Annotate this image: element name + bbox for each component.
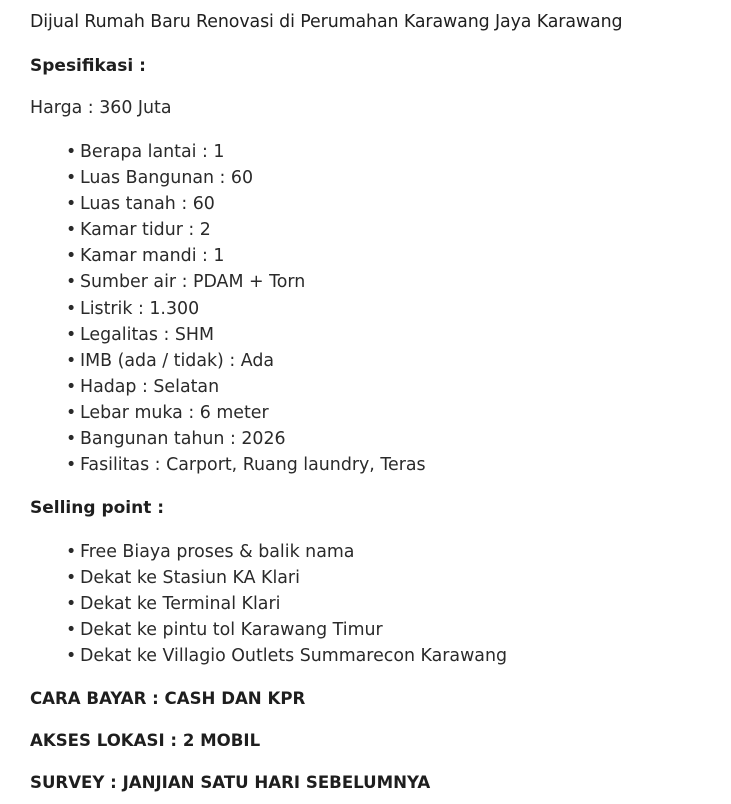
bullet-icon: • [66, 194, 77, 215]
list-item [66, 565, 507, 591]
bullet-icon: • [66, 620, 77, 641]
selling-point-text: Dekat ke Terminal Klari [80, 594, 281, 615]
selling-point-text: Dekat ke Villagio Outlets Summarecon Karawang [80, 646, 508, 667]
bullet-icon: • [66, 402, 77, 423]
selling-point-text: Free Biaya proses & balik nama [80, 542, 355, 562]
spec-text: Listrik : 1.300 [80, 298, 200, 319]
bullet-icon: • [66, 298, 77, 319]
bullet-icon: • [66, 376, 77, 397]
list-item [66, 617, 507, 643]
bullet-icon: • [66, 220, 77, 241]
bullet-icon: • [66, 429, 77, 450]
spesifikasi-heading: Spesifikasi : [30, 56, 146, 76]
specification-list [66, 139, 426, 478]
bullet-icon: • [66, 272, 77, 293]
list-item [66, 217, 426, 243]
spec-text: Sumber air : PDAM + Torn [80, 272, 306, 293]
selling-point-text: Dekat ke pintu tol Karawang Timur [80, 620, 383, 641]
list-item [66, 165, 426, 191]
list-item [66, 452, 426, 478]
bullet-icon: • [66, 246, 77, 267]
selling-point-list [66, 539, 507, 669]
list-item [66, 374, 426, 400]
spec-text: Luas Bangunan : 60 [80, 168, 254, 189]
list-item [66, 139, 426, 165]
selling-point-heading: Selling point : [30, 498, 165, 518]
selling-point-text: Dekat ke Stasiun KA Klari [80, 568, 300, 589]
spec-text: Bangunan tahun : 2026 [80, 429, 286, 450]
spec-text: Legalitas : SHM [80, 324, 215, 345]
bullet-icon: • [66, 455, 77, 476]
list-item [66, 539, 507, 565]
list-item [66, 296, 426, 322]
price-text: Harga : 360 Juta [30, 98, 172, 118]
bullet-icon: • [66, 646, 77, 667]
location-access-text: AKSES LOKASI : 2 MOBIL [30, 731, 261, 750]
list-item [66, 269, 426, 295]
spec-text: Luas tanah : 60 [80, 194, 215, 215]
spec-text: Kamar tidur : 2 [80, 220, 211, 241]
list-item [66, 243, 426, 269]
spec-text: Kamar mandi : 1 [80, 246, 225, 267]
spec-text: Lebar muka : 6 meter [80, 402, 269, 423]
list-item [66, 426, 426, 452]
list-item [66, 322, 426, 348]
spec-text: IMB (ada / tidak) : Ada [80, 350, 275, 371]
list-item [66, 643, 507, 669]
list-item [66, 591, 507, 617]
list-item [66, 348, 426, 374]
bullet-icon: • [66, 594, 77, 615]
bullet-icon: • [66, 168, 77, 189]
payment-method-text: CARA BAYAR : CASH DAN KPR [30, 689, 306, 708]
survey-text: SURVEY : JANJIAN SATU HARI SEBELUMNYA [30, 773, 431, 792]
spec-text: Hadap : Selatan [80, 376, 220, 397]
bullet-icon: • [66, 142, 77, 162]
bullet-icon: • [66, 542, 77, 562]
bullet-icon: • [66, 568, 77, 589]
list-item [66, 191, 426, 217]
listing-title: Dijual Rumah Baru Renovasi di Perumahan Karawang Jaya Karawang [30, 12, 623, 32]
bullet-icon: • [66, 324, 77, 345]
list-item [66, 400, 426, 426]
spec-text: Fasilitas : Carport, Ruang laundry, Teras [80, 455, 426, 476]
bullet-icon: • [66, 350, 77, 371]
spec-text: Berapa lantai : 1 [80, 142, 225, 162]
